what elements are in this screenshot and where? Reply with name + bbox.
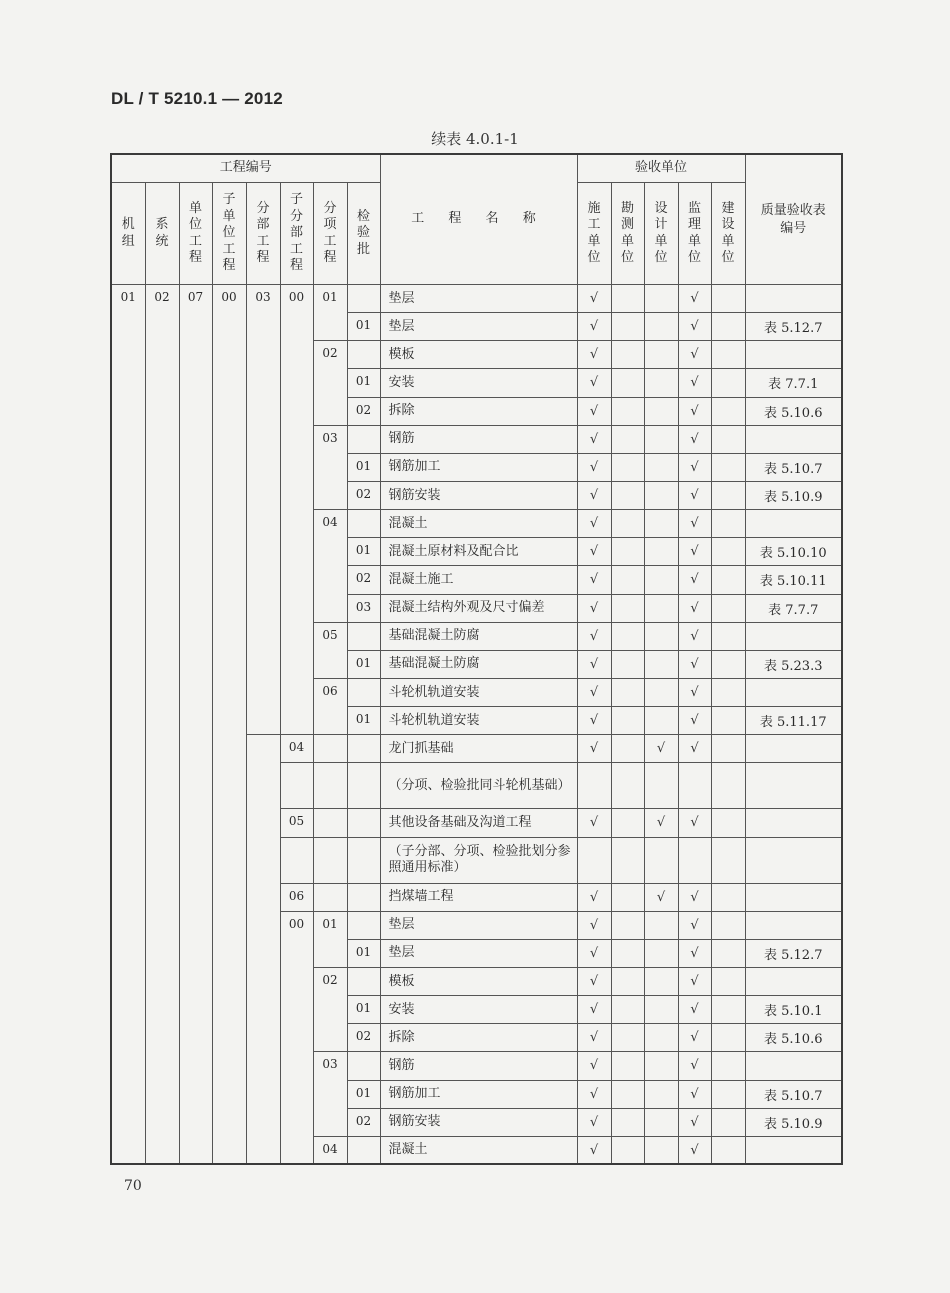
code-fenxiang: 06 <box>313 678 347 734</box>
check-kance <box>611 566 644 594</box>
form-ref <box>745 425 842 453</box>
code-zifenbu: 00 <box>280 285 313 735</box>
row-name: 拆除 <box>380 1024 577 1052</box>
check-shigong: √ <box>577 883 611 911</box>
check-sheji: √ <box>644 809 678 837</box>
check-jianli: √ <box>678 967 711 995</box>
code-jianyanpi: 01 <box>347 369 380 397</box>
standard-number: DL / T 5210.1 — 2012 <box>111 89 283 108</box>
code-fenxiang <box>313 735 347 763</box>
check-shigong: √ <box>577 1052 611 1080</box>
check-jianli: √ <box>678 369 711 397</box>
form-ref: 表 5.12.7 <box>745 939 842 967</box>
check-sheji <box>644 1052 678 1080</box>
check-sheji <box>644 707 678 735</box>
check-shigong: √ <box>577 425 611 453</box>
row-name: 钢筋 <box>380 1052 577 1080</box>
check-jianli: √ <box>678 1052 711 1080</box>
check-jianli: √ <box>678 397 711 425</box>
check-jianli: √ <box>678 566 711 594</box>
code-jianyanpi <box>347 809 380 837</box>
check-kance <box>611 481 644 509</box>
check-kance <box>611 594 644 622</box>
form-ref <box>745 285 842 313</box>
check-shigong: √ <box>577 1108 611 1136</box>
code-fenxiang: 04 <box>313 510 347 623</box>
check-jianshe <box>711 1136 745 1164</box>
check-shigong: √ <box>577 622 611 650</box>
check-shigong: √ <box>577 1080 611 1108</box>
check-kance <box>611 425 644 453</box>
code-jianyanpi <box>347 967 380 995</box>
code-fenxiang: 05 <box>313 622 347 678</box>
code-jianyanpi <box>347 510 380 538</box>
table-row <box>111 285 842 313</box>
check-shigong: √ <box>577 996 611 1024</box>
check-kance <box>611 967 644 995</box>
check-jianshe <box>711 538 745 566</box>
code-fenxiang: 04 <box>313 1136 347 1164</box>
form-ref <box>745 809 842 837</box>
check-sheji <box>644 481 678 509</box>
check-kance <box>611 397 644 425</box>
row-name: 基础混凝土防腐 <box>380 622 577 650</box>
form-ref: 表 5.10.6 <box>745 1024 842 1052</box>
form-ref: 表 5.10.7 <box>745 453 842 481</box>
code-zifenbu <box>280 837 313 883</box>
check-sheji <box>644 837 678 883</box>
check-sheji <box>644 763 678 809</box>
row-name: 钢筋安装 <box>380 481 577 509</box>
form-ref <box>745 735 842 763</box>
code-jianyanpi: 02 <box>347 481 380 509</box>
code-jianyanpi: 01 <box>347 939 380 967</box>
check-shigong: √ <box>577 594 611 622</box>
code-jianyanpi: 02 <box>347 566 380 594</box>
check-jianshe <box>711 707 745 735</box>
check-jianshe <box>711 566 745 594</box>
row-name: 挡煤墙工程 <box>380 883 577 911</box>
check-kance <box>611 809 644 837</box>
check-jianshe <box>711 594 745 622</box>
check-shigong <box>577 837 611 883</box>
header-jianshe: 建设单位 <box>711 183 745 285</box>
header-zidanwei: 子单位工程 <box>212 183 246 285</box>
check-sheji <box>644 453 678 481</box>
code-jianyanpi <box>347 883 380 911</box>
code-xitong: 02 <box>145 285 179 1165</box>
row-name: 斗轮机轨道安装 <box>380 678 577 706</box>
check-jianli: √ <box>678 911 711 939</box>
form-ref <box>745 1136 842 1164</box>
check-kance <box>611 837 644 883</box>
code-danwei: 07 <box>179 285 212 1165</box>
code-fenxiang <box>313 883 347 911</box>
check-sheji <box>644 510 678 538</box>
check-jianli: √ <box>678 453 711 481</box>
header-kance: 勘测单位 <box>611 183 644 285</box>
code-jianyanpi <box>347 1052 380 1080</box>
code-fenxiang: 03 <box>313 425 347 509</box>
check-jianli: √ <box>678 622 711 650</box>
code-jianyanpi: 01 <box>347 453 380 481</box>
page-number: 70 <box>124 1178 142 1194</box>
header-jizu: 机组 <box>111 183 145 285</box>
check-jianli: √ <box>678 313 711 341</box>
check-shigong: √ <box>577 939 611 967</box>
header-shigong: 施工单位 <box>577 183 611 285</box>
check-shigong: √ <box>577 285 611 313</box>
header-project-name: 工 程 名 称 <box>380 154 577 285</box>
check-jianshe <box>711 510 745 538</box>
form-ref <box>745 883 842 911</box>
row-name: 垫层 <box>380 939 577 967</box>
check-jianshe <box>711 1108 745 1136</box>
form-ref: 表 5.10.11 <box>745 566 842 594</box>
code-jianyanpi: 02 <box>347 1108 380 1136</box>
form-ref: 表 5.10.1 <box>745 996 842 1024</box>
form-ref: 表 5.11.17 <box>745 707 842 735</box>
form-ref: 表 5.10.10 <box>745 538 842 566</box>
check-sheji <box>644 939 678 967</box>
check-shigong: √ <box>577 809 611 837</box>
form-ref <box>745 341 842 369</box>
row-name: 混凝土 <box>380 510 577 538</box>
check-sheji <box>644 650 678 678</box>
check-jianshe <box>711 735 745 763</box>
row-name: 垫层 <box>380 313 577 341</box>
row-name: 垫层 <box>380 911 577 939</box>
form-ref <box>745 967 842 995</box>
code-fenxiang <box>313 763 347 809</box>
code-zifenbu <box>280 763 313 809</box>
code-jianyanpi <box>347 763 380 809</box>
code-zifenbu: 04 <box>280 735 313 763</box>
code-jianyanpi: 03 <box>347 594 380 622</box>
check-sheji <box>644 678 678 706</box>
check-jianli: √ <box>678 285 711 313</box>
row-name: 其他设备基础及沟道工程 <box>380 809 577 837</box>
check-shigong: √ <box>577 1024 611 1052</box>
check-jianli: √ <box>678 707 711 735</box>
header-engineering-code: 工程编号 <box>111 154 380 183</box>
check-sheji: √ <box>644 883 678 911</box>
row-name: 斗轮机轨道安装 <box>380 707 577 735</box>
check-jianshe <box>711 453 745 481</box>
check-shigong: √ <box>577 341 611 369</box>
check-kance <box>611 911 644 939</box>
form-ref: 表 5.10.7 <box>745 1080 842 1108</box>
check-sheji <box>644 1080 678 1108</box>
row-name: 钢筋加工 <box>380 1080 577 1108</box>
form-ref: 表 7.7.1 <box>745 369 842 397</box>
check-shigong <box>577 763 611 809</box>
form-ref: 表 7.7.7 <box>745 594 842 622</box>
acceptance-table-container <box>110 153 843 1165</box>
check-kance <box>611 707 644 735</box>
check-kance <box>611 735 644 763</box>
check-kance <box>611 883 644 911</box>
row-name: 模板 <box>380 341 577 369</box>
check-jianli: √ <box>678 678 711 706</box>
code-jianyanpi <box>347 341 380 369</box>
check-kance <box>611 650 644 678</box>
check-kance <box>611 285 644 313</box>
check-sheji <box>644 285 678 313</box>
check-kance <box>611 996 644 1024</box>
header-jianli: 监理单位 <box>678 183 711 285</box>
code-fenxiang <box>313 809 347 837</box>
code-fenxiang: 02 <box>313 967 347 1051</box>
check-kance <box>611 369 644 397</box>
check-kance <box>611 510 644 538</box>
check-shigong: √ <box>577 707 611 735</box>
code-fenxiang: 03 <box>313 1052 347 1136</box>
check-sheji <box>644 911 678 939</box>
check-jianshe <box>711 809 745 837</box>
check-kance <box>611 678 644 706</box>
check-jianshe <box>711 369 745 397</box>
check-sheji <box>644 341 678 369</box>
code-jianyanpi <box>347 837 380 883</box>
check-shigong: √ <box>577 397 611 425</box>
code-jianyanpi: 01 <box>347 707 380 735</box>
code-jianyanpi <box>347 425 380 453</box>
code-zifenbu: 05 <box>280 809 313 837</box>
check-jianli: √ <box>678 735 711 763</box>
table-caption: 续表 4.0.1-1 <box>431 130 519 148</box>
code-jianyanpi <box>347 735 380 763</box>
check-jianshe <box>711 397 745 425</box>
header-jianyanpi: 检验批 <box>347 183 380 285</box>
code-jianyanpi: 01 <box>347 538 380 566</box>
check-kance <box>611 1024 644 1052</box>
check-jianshe <box>711 678 745 706</box>
check-sheji <box>644 1024 678 1052</box>
check-jianshe <box>711 1080 745 1108</box>
check-sheji <box>644 538 678 566</box>
code-fenxiang: 02 <box>313 341 347 425</box>
row-name: 安装 <box>380 369 577 397</box>
code-fenxiang: 01 <box>313 285 347 341</box>
code-zifenbu: 00 <box>280 911 313 1164</box>
check-jianli: √ <box>678 1136 711 1164</box>
code-zidanwei: 00 <box>212 285 246 1165</box>
check-jianli: √ <box>678 425 711 453</box>
form-ref: 表 5.10.9 <box>745 481 842 509</box>
row-name: 垫层 <box>380 285 577 313</box>
header-fenbu: 分部工程 <box>246 183 280 285</box>
check-shigong: √ <box>577 1136 611 1164</box>
check-shigong: √ <box>577 369 611 397</box>
header-sheji: 设计单位 <box>644 183 678 285</box>
check-sheji <box>644 967 678 995</box>
row-name: 钢筋安装 <box>380 1108 577 1136</box>
acceptance-table <box>110 153 843 1165</box>
code-fenxiang <box>313 837 347 883</box>
check-jianshe <box>711 837 745 883</box>
check-shigong: √ <box>577 650 611 678</box>
form-ref <box>745 837 842 883</box>
check-kance <box>611 622 644 650</box>
code-zifenbu: 06 <box>280 883 313 911</box>
check-shigong: √ <box>577 967 611 995</box>
row-name: 混凝土结构外观及尺寸偏差 <box>380 594 577 622</box>
code-jianyanpi <box>347 285 380 313</box>
code-fenxiang: 01 <box>313 911 347 967</box>
row-name: （子分部、分项、检验批划分参照通用标准） <box>380 837 577 883</box>
code-jianyanpi: 01 <box>347 996 380 1024</box>
check-kance <box>611 763 644 809</box>
form-ref <box>745 678 842 706</box>
code-jizu: 01 <box>111 285 145 1165</box>
check-sheji <box>644 397 678 425</box>
form-ref <box>745 1052 842 1080</box>
check-kance <box>611 453 644 481</box>
check-kance <box>611 538 644 566</box>
code-jianyanpi <box>347 622 380 650</box>
row-name: 拆除 <box>380 397 577 425</box>
form-ref <box>745 911 842 939</box>
check-jianshe <box>711 481 745 509</box>
header-zifenbu: 子分部工程 <box>280 183 313 285</box>
form-ref <box>745 622 842 650</box>
check-jianshe <box>711 313 745 341</box>
check-jianli <box>678 837 711 883</box>
check-jianli: √ <box>678 939 711 967</box>
row-name: 钢筋 <box>380 425 577 453</box>
check-jianli: √ <box>678 996 711 1024</box>
form-ref: 表 5.12.7 <box>745 313 842 341</box>
check-kance <box>611 1108 644 1136</box>
check-jianli: √ <box>678 883 711 911</box>
check-jianli: √ <box>678 481 711 509</box>
row-name: 模板 <box>380 967 577 995</box>
check-kance <box>611 313 644 341</box>
check-jianshe <box>711 341 745 369</box>
check-sheji <box>644 996 678 1024</box>
check-jianshe <box>711 425 745 453</box>
row-name: 混凝土原材料及配合比 <box>380 538 577 566</box>
row-name: 混凝土 <box>380 1136 577 1164</box>
code-jianyanpi: 01 <box>347 650 380 678</box>
check-shigong: √ <box>577 678 611 706</box>
check-shigong: √ <box>577 538 611 566</box>
check-sheji <box>644 1108 678 1136</box>
check-jianli: √ <box>678 1024 711 1052</box>
row-name: 钢筋加工 <box>380 453 577 481</box>
check-jianshe <box>711 911 745 939</box>
check-jianshe <box>711 763 745 809</box>
check-jianli: √ <box>678 594 711 622</box>
check-shigong: √ <box>577 481 611 509</box>
check-kance <box>611 341 644 369</box>
check-kance <box>611 939 644 967</box>
row-name: 混凝土施工 <box>380 566 577 594</box>
check-jianshe <box>711 285 745 313</box>
code-fenbu-continued <box>246 735 280 1165</box>
check-kance <box>611 1052 644 1080</box>
code-jianyanpi <box>347 678 380 706</box>
form-ref: 表 5.10.9 <box>745 1108 842 1136</box>
header-xitong: 系统 <box>145 183 179 285</box>
form-ref <box>745 510 842 538</box>
check-jianli: √ <box>678 538 711 566</box>
check-shigong: √ <box>577 566 611 594</box>
row-name: 基础混凝土防腐 <box>380 650 577 678</box>
check-jianshe <box>711 996 745 1024</box>
check-jianli: √ <box>678 809 711 837</box>
check-jianshe <box>711 883 745 911</box>
check-jianshe <box>711 650 745 678</box>
form-ref <box>745 763 842 809</box>
check-sheji <box>644 622 678 650</box>
check-shigong: √ <box>577 911 611 939</box>
code-jianyanpi: 02 <box>347 1024 380 1052</box>
check-jianli: √ <box>678 1080 711 1108</box>
check-jianshe <box>711 1052 745 1080</box>
code-fenbu: 03 <box>246 285 280 735</box>
check-shigong: √ <box>577 313 611 341</box>
check-sheji <box>644 369 678 397</box>
code-jianyanpi: 01 <box>347 1080 380 1108</box>
check-sheji <box>644 594 678 622</box>
code-jianyanpi: 02 <box>347 397 380 425</box>
check-shigong: √ <box>577 735 611 763</box>
check-kance <box>611 1080 644 1108</box>
header-fenxiang: 分项工程 <box>313 183 347 285</box>
code-jianyanpi <box>347 911 380 939</box>
check-shigong: √ <box>577 453 611 481</box>
check-shigong: √ <box>577 510 611 538</box>
check-sheji <box>644 425 678 453</box>
form-ref: 表 5.23.3 <box>745 650 842 678</box>
form-ref: 表 5.10.6 <box>745 397 842 425</box>
check-jianshe <box>711 622 745 650</box>
header-form-number: 质量验收表编号 <box>745 154 842 285</box>
check-sheji <box>644 566 678 594</box>
code-jianyanpi: 01 <box>347 313 380 341</box>
check-jianshe <box>711 1024 745 1052</box>
check-jianli: √ <box>678 650 711 678</box>
check-sheji <box>644 313 678 341</box>
check-jianli: √ <box>678 1108 711 1136</box>
check-jianli: √ <box>678 341 711 369</box>
code-jianyanpi <box>347 1136 380 1164</box>
check-sheji <box>644 1136 678 1164</box>
check-sheji: √ <box>644 735 678 763</box>
check-jianshe <box>711 967 745 995</box>
row-name: 龙门抓基础 <box>380 735 577 763</box>
row-name: 安装 <box>380 996 577 1024</box>
check-jianli: √ <box>678 510 711 538</box>
check-jianshe <box>711 939 745 967</box>
header-acceptance-units: 验收单位 <box>577 154 745 183</box>
check-kance <box>611 1136 644 1164</box>
check-jianli <box>678 763 711 809</box>
row-name: （分项、检验批同斗轮机基础） <box>380 763 577 809</box>
header-danwei: 单位工程 <box>179 183 212 285</box>
